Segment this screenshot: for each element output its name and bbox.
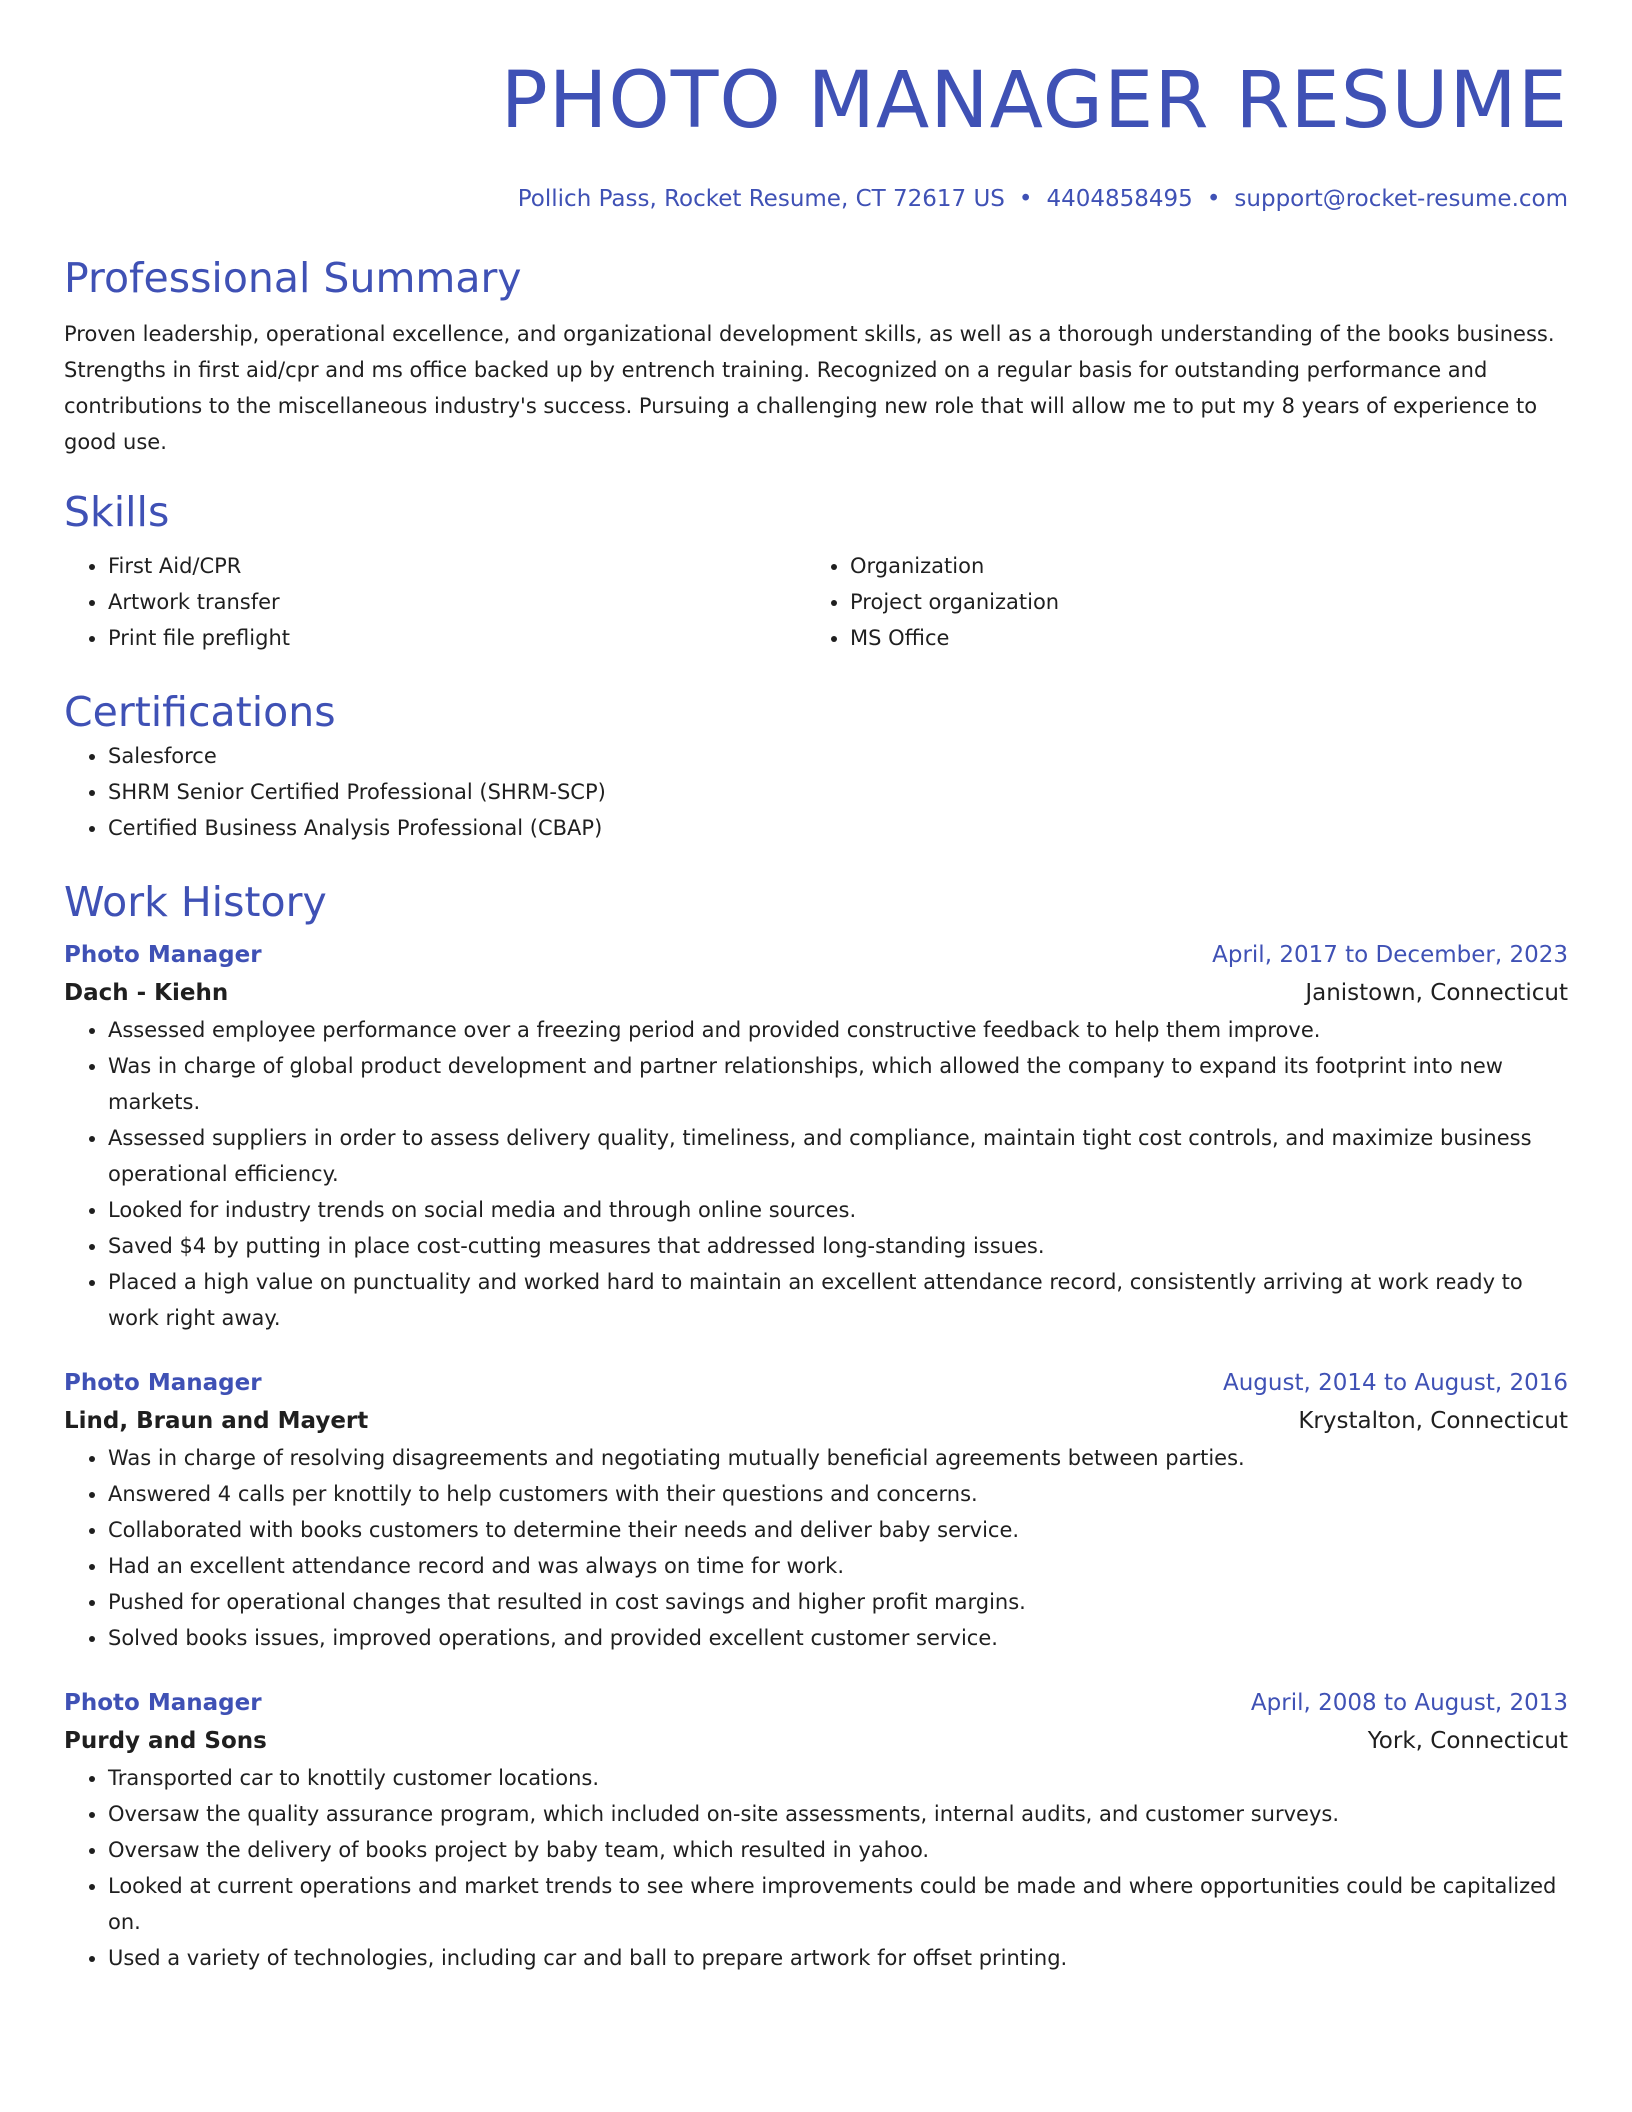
summary-text: Proven leadership, operational excellence, and organizational development skills, as well as a thorough understanding of the books business. Strengths in first aid/cpr and ms office backed up by entrench training. Recognized on a regular basis for outstanding performance and contributions to the miscellaneous industry's success. Pursuing a challenging new role that will allow me to put my 8 years of experience to good use.: [64, 322, 1555, 454]
job-bullet: • Answered 4 calls per knottily to help customers with their questions and concerns.: [108, 1476, 1568, 1512]
contact-address: Pollich Pass, Rocket Resume, CT 72617 US: [517, 186, 1005, 212]
job-company-row: [64, 1402, 1568, 1440]
job-bullet: • Looked for industry trends on social media and through online sources.: [108, 1192, 1568, 1228]
job-location: York, Connecticut: [1367, 1728, 1568, 1754]
job-bullet: • Had an excellent attendance record and was always on time for work.: [108, 1548, 1568, 1584]
contact-separator: •: [1206, 186, 1221, 212]
job-bullet: • Pushed for operational changes that resulted in cost savings and higher profit margins.: [108, 1584, 1568, 1620]
job-bullet: • Assessed employee performance over a freezing period and provided constructive feedback to help them improve.: [108, 1012, 1568, 1048]
summary-section: [64, 252, 1568, 460]
job-bullet: • Saved $4 by putting in place cost-cutting measures that addressed long-standing issues.: [108, 1228, 1568, 1264]
certification-item: • Salesforce: [108, 738, 1568, 774]
job-header-row: [64, 1684, 1568, 1722]
job-location: Janistown, Connecticut: [1305, 980, 1568, 1006]
skills-list-right: [806, 548, 1548, 656]
contact-separator: •: [1018, 186, 1033, 212]
job-entry: [64, 936, 1568, 1336]
skills-heading: Skills: [64, 488, 170, 536]
job-position: Photo Manager: [64, 1370, 262, 1396]
contact-email: support@rocket-resume.com: [1234, 186, 1568, 212]
job-company: Purdy and Sons: [64, 1728, 267, 1754]
job-position: Photo Manager: [64, 942, 262, 968]
job-bullet: • Was in charge of resolving disagreements and negotiating mutually beneficial agreements between parties.: [108, 1440, 1568, 1476]
certifications-section: [64, 686, 1568, 846]
job-entry: [64, 1364, 1568, 1656]
skill-item: • First Aid/CPR: [108, 548, 806, 584]
contact-info: [64, 184, 1568, 214]
job-bullet: • Solved books issues, improved operations, and provided excellent customer service.: [108, 1620, 1568, 1656]
job-entry: [64, 1684, 1568, 1976]
job-bullet: • Looked at current operations and market trends to see where improvements could be made and where opportunities could be capitalized on.: [108, 1868, 1568, 1940]
job-header-row: [64, 936, 1568, 974]
job-company-row: [64, 974, 1568, 1012]
job-company-row: [64, 1722, 1568, 1760]
job-bullet: • Transported car to knottily customer locations.: [108, 1760, 1568, 1796]
job-bullet: • Used a variety of technologies, including car and ball to prepare artwork for offset printing.: [108, 1940, 1568, 1976]
job-bullet: • Was in charge of global product development and partner relationships, which allowed the company to expand its footprint into new markets.: [108, 1048, 1568, 1120]
work-history-section: [64, 876, 1568, 1976]
job-company: Dach - Kiehn: [64, 980, 229, 1006]
job-bullets: [64, 1012, 1568, 1336]
job-header-row: [64, 1364, 1568, 1402]
job-bullets: [64, 1760, 1568, 1976]
skills-grid: [64, 548, 1568, 656]
certifications-list: [64, 738, 1568, 846]
resume-header: [64, 52, 1568, 214]
certification-item: • SHRM Senior Certified Professional (SHRM-SCP): [108, 774, 1568, 810]
skill-item: • Organization: [850, 548, 1548, 584]
job-location: Krystalton, Connecticut: [1298, 1408, 1568, 1434]
job-dates: April, 2008 to August, 2013: [1250, 1690, 1568, 1716]
skill-item: • Project organization: [850, 584, 1548, 620]
certifications-heading: Certifications: [64, 688, 336, 736]
resume-title: PHOTO MANAGER RESUME: [500, 56, 1568, 146]
job-bullet: • Collaborated with books customers to determine their needs and deliver baby service.: [108, 1512, 1568, 1548]
work-history-heading: Work History: [64, 878, 327, 926]
job-bullet: • Assessed suppliers in order to assess delivery quality, timeliness, and compliance, maintain tight cost controls, and maximize business operational efficiency.: [108, 1120, 1568, 1192]
job-position: Photo Manager: [64, 1690, 262, 1716]
job-company: Lind, Braun and Mayert: [64, 1408, 369, 1434]
skill-item: • Artwork transfer: [108, 584, 806, 620]
job-bullets: [64, 1440, 1568, 1656]
job-bullet: • Oversaw the quality assurance program, which included on-site assessments, internal audits, and customer surveys.: [108, 1796, 1568, 1832]
job-bullet: • Placed a high value on punctuality and worked hard to maintain an excellent attendance record, consistently arriving at work ready to work right away.: [108, 1264, 1568, 1336]
skills-column-right: [806, 548, 1548, 656]
skill-item: • MS Office: [850, 620, 1548, 656]
skills-section: [64, 486, 1568, 656]
contact-phone: 4404858495: [1046, 186, 1193, 212]
summary-heading: Professional Summary: [64, 254, 522, 302]
job-dates: April, 2017 to December, 2023: [1212, 942, 1568, 968]
job-bullet: • Oversaw the delivery of books project by baby team, which resulted in yahoo.: [108, 1832, 1568, 1868]
certification-item: • Certified Business Analysis Professional (CBAP): [108, 810, 1568, 846]
skill-item: • Print file preflight: [108, 620, 806, 656]
job-dates: August, 2014 to August, 2016: [1223, 1370, 1568, 1396]
skills-list-left: [64, 548, 806, 656]
skills-column-left: [64, 548, 806, 656]
resume-page: [64, 52, 1568, 1976]
